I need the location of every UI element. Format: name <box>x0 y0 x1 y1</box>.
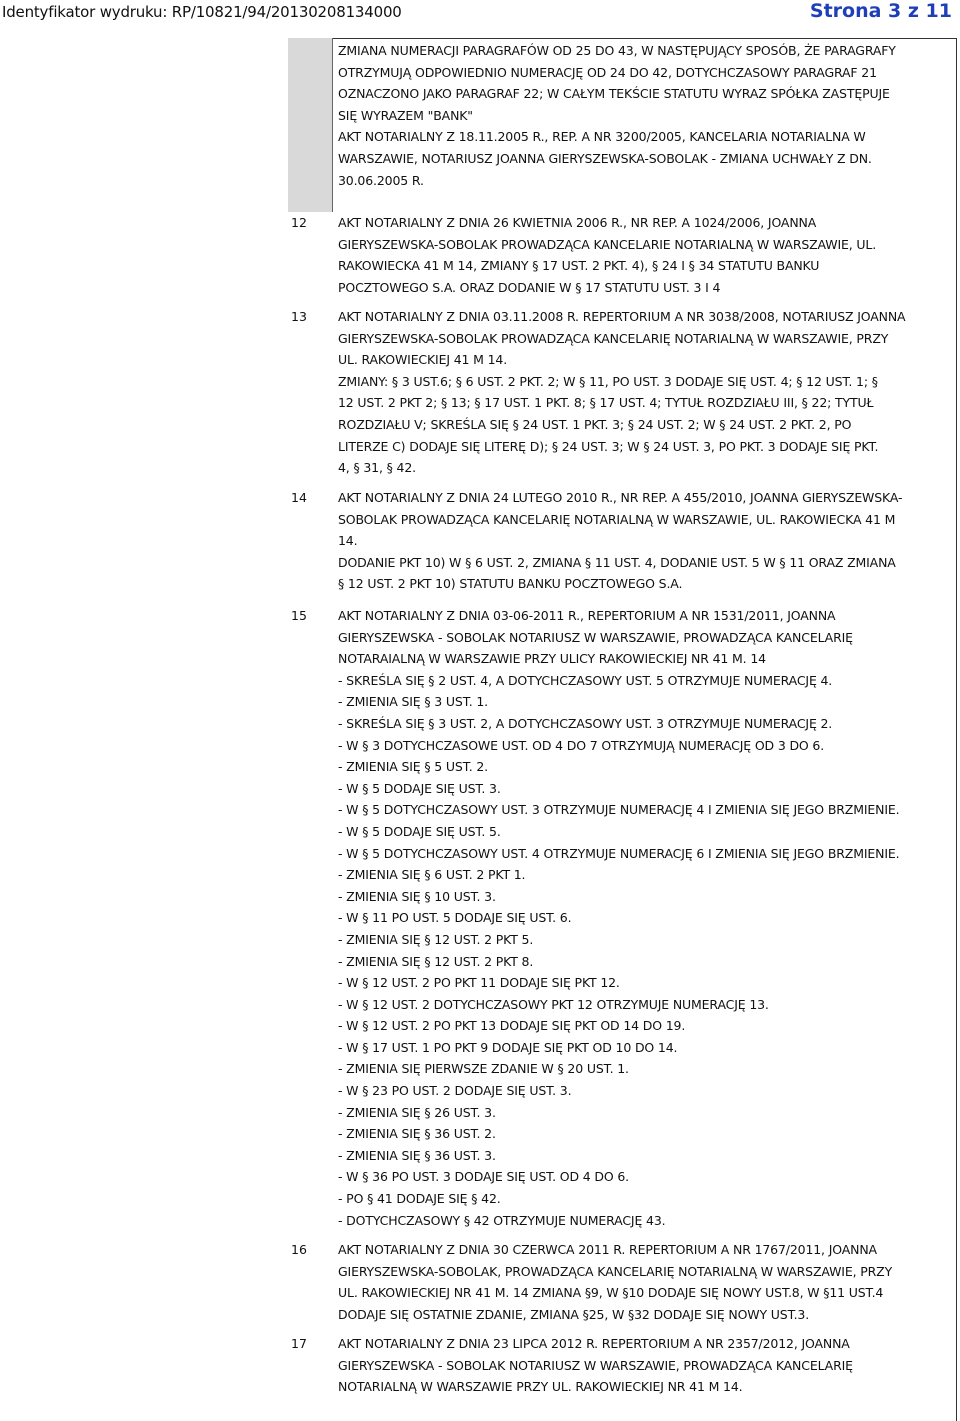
entry-number <box>288 605 333 1239</box>
entry-line: WARSZAWIE, NOTARIUSZ JOANNA GIERYSZEWSKA-SOBOLAK - ZMIANA UCHWAŁY Z DN. <box>338 150 872 166</box>
entry-line: SIĘ WYRAZEM "BANK" <box>338 107 473 123</box>
entry-line: 30.06.2005 R. <box>338 172 424 188</box>
entry-number-label: 12 <box>291 215 307 230</box>
entry-number <box>288 1239 333 1333</box>
entry-line: - PO § 41 DODAJE SIĘ § 42. <box>338 1191 501 1207</box>
entry-line: 14. <box>338 533 358 549</box>
entry-line: - W § 5 DOTYCHCZASOWY UST. 3 OTRZYMUJE NUMERACJĘ 4 I ZMIENIA SIĘ JEGO BRZMIENIE. <box>338 802 900 818</box>
entry-line: - ZMIENIA SIĘ § 12 UST. 2 PKT 5. <box>338 931 534 947</box>
entry-line: LITERZE C) DODAJE SIĘ LITERĘ D); § 24 UST. 3; W § 24 UST. 3, PO PKT. 3 DODAJE SIĘ PKT. <box>338 438 879 454</box>
register-entry <box>288 306 957 487</box>
entry-line: 4, § 31, § 42. <box>338 460 416 476</box>
entry-number-label: 13 <box>291 309 307 324</box>
entry-text <box>338 1333 949 1398</box>
entry-line: - W § 5 DOTYCHCZASOWY UST. 4 OTRZYMUJE NUMERACJĘ 6 I ZMIENIA SIĘ JEGO BRZMIENIE. <box>338 845 900 861</box>
print-header <box>0 0 960 26</box>
entry-line: RAKOWIECKA 41 M 14, ZMIANY § 17 UST. 2 PKT. 4), § 24 I § 34 STATUTU BANKU <box>338 258 820 274</box>
entry-line: POCZTOWEGO S.A. ORAZ DODANIE W § 17 STATUTU UST. 3 I 4 <box>338 279 721 295</box>
entry-number-label: 14 <box>291 490 307 505</box>
entry-line: - W § 23 PO UST. 2 DODAJE SIĘ UST. 3. <box>338 1083 572 1099</box>
entry-line: - ZMIENIA SIĘ § 26 UST. 3. <box>338 1104 496 1120</box>
register-entry <box>288 212 957 306</box>
entry-number-label: 15 <box>291 608 307 623</box>
entry-text <box>338 306 949 479</box>
entry-line: ROZDZIAŁU V; SKREŚLA SIĘ § 24 UST. 1 PKT. 3; § 24 UST. 2; W § 24 UST. 2 PKT. 2, PO <box>338 416 852 432</box>
entry-line: NOTARAIALNĄ W WARSZAWIE PRZY ULICY RAKOWIECKIEJ NR 41 M. 14 <box>338 651 766 667</box>
entry-number <box>288 1333 333 1421</box>
register-entry <box>288 1333 957 1421</box>
register-entry <box>288 605 957 1239</box>
entry-line: GIERYSZEWSKA-SOBOLAK PROWADZĄCA KANCELARIE NOTARIALNĄ W WARSZAWIE, UL. <box>338 236 877 252</box>
entry-line: - SKREŚLA SIĘ § 3 UST. 2, A DOTYCHCZASOWY UST. 3 OTRZYMUJE NUMERACJĘ 2. <box>338 715 833 731</box>
entry-line: UL. RAKOWIECKIEJ NR 41 M. 14 ZMIANA §9, W §10 DODAJE SIĘ NOWY UST.8, W §11 UST.4 <box>338 1285 884 1301</box>
entry-line: GIERYSZEWSKA - SOBOLAK NOTARIUSZ W WARSZAWIE, PROWADZĄCA KANCELARIĘ <box>338 629 853 645</box>
entry-line: - ZMIENIA SIĘ § 10 UST. 3. <box>338 888 496 904</box>
entry-line: ZMIANY: § 3 UST.6; § 6 UST. 2 PKT. 2; W § 11, PO UST. 3 DODAJE SIĘ UST. 4; § 12 UST. 1; § <box>338 373 878 389</box>
entry-text <box>338 1239 949 1325</box>
entry-line: AKT NOTARIALNY Z DNIA 26 KWIETNIA 2006 R., NR REP. A 1024/2006, JOANNA <box>338 215 817 230</box>
entry-line: - ZMIENIA SIĘ § 36 UST. 2. <box>338 1126 496 1142</box>
entry-line: - ZMIENIA SIĘ § 5 UST. 2. <box>338 759 488 775</box>
entry-number <box>288 212 333 306</box>
entry-line: - ZMIENIA SIĘ § 36 UST. 3. <box>338 1147 496 1163</box>
entry-line: AKT NOTARIALNY Z DNIA 24 LUTEGO 2010 R., NR REP. A 455/2010, JOANNA GIERYSZEWSKA- <box>338 490 903 505</box>
entry-line: NOTARIALNĄ W WARSZAWIE PRZY UL. RAKOWIECKIEJ NR 41 M 14. <box>338 1379 743 1395</box>
entry-line: - SKREŚLA SIĘ § 2 UST. 4, A DOTYCHCZASOWY UST. 5 OTRZYMUJE NUMERACJĘ 4. <box>338 672 833 688</box>
entry-line: - W § 12 UST. 2 DOTYCHCZASOWY PKT 12 OTRZYMUJE NUMERACJĘ 13. <box>338 996 769 1012</box>
entry-line: DODAJE SIĘ OSTATNIE ZDANIE, ZMIANA §25, W §32 DODAJE SIĘ NOWY UST.3. <box>338 1306 810 1322</box>
register-entry <box>288 40 957 212</box>
entry-line: SOBOLAK PROWADZĄCA KANCELARIĘ NOTARIALNĄ W WARSZAWIE, UL. RAKOWIECKA 41 M <box>338 511 896 527</box>
entry-line: GIERYSZEWSKA-SOBOLAK, PROWADZĄCA KANCELARIĘ NOTARIALNĄ W WARSZAWIE, PRZY <box>338 1263 893 1279</box>
entry-line: AKT NOTARIALNY Z 18.11.2005 R., REP. A NR 3200/2005, KANCELARIA NOTARIALNA W <box>338 129 866 145</box>
entry-line: - W § 17 UST. 1 PO PKT 9 DODAJE SIĘ PKT OD 10 DO 14. <box>338 1039 678 1055</box>
register-entry <box>288 1239 957 1333</box>
entry-line: GIERYSZEWSKA - SOBOLAK NOTARIUSZ W WARSZAWIE, PROWADZĄCA KANCELARIĘ <box>338 1357 853 1373</box>
entry-line: - W § 12 UST. 2 PO PKT 11 DODAJE SIĘ PKT 12. <box>338 975 620 991</box>
entry-line: - W § 11 PO UST. 5 DODAJE SIĘ UST. 6. <box>338 910 572 926</box>
entry-line: DODANIE PKT 10) W § 6 UST. 2, ZMIANA § 11 UST. 4, DODANIE UST. 5 W § 11 ORAZ ZMIANA <box>338 554 896 570</box>
entry-text <box>338 487 949 595</box>
entry-number-label: 16 <box>291 1242 307 1257</box>
entry-line: - DOTYCHCZASOWY § 42 OTRZYMUJE NUMERACJĘ 43. <box>338 1212 666 1228</box>
entry-line: 12 UST. 2 PKT 2; § 13; § 17 UST. 1 PKT. 8; § 17 UST. 4; TYTUŁ ROZDZIAŁU III, § 22; TYTUŁ <box>338 395 874 411</box>
entry-line: - ZMIENIA SIĘ § 6 UST. 2 PKT 1. <box>338 867 526 883</box>
entry-number-label: 17 <box>291 1336 307 1351</box>
entry-line: ZMIANA NUMERACJI PARAGRAFÓW OD 25 DO 43, W NASTĘPUJĄCY SPOSÓB, ŻE PARAGRAFY <box>338 43 896 58</box>
entry-line: GIERYSZEWSKA-SOBOLAK PROWADZĄCA KANCELARIĘ NOTARIALNĄ W WARSZAWIE, PRZY <box>338 330 889 346</box>
entry-text <box>338 212 949 298</box>
entry-line: OZNACZONO JAKO PARAGRAF 22; W CAŁYM TEKŚCIE STATUTU WYRAZ SPÓŁKA ZASTĘPUJE <box>338 86 890 102</box>
page-counter: Strona 3 z 11 <box>809 0 952 22</box>
entry-line: - ZMIENIA SIĘ § 3 UST. 1. <box>338 694 488 710</box>
entry-line: - W § 3 DOTYCHCZASOWE UST. OD 4 DO 7 OTRZYMUJĄ NUMERACJĘ OD 3 DO 6. <box>338 737 825 753</box>
entry-line: OTRZYMUJĄ ODPOWIEDNIO NUMERACJĘ OD 24 DO 42, DOTYCHCZASOWY PARAGRAF 21 <box>338 64 877 80</box>
entry-text <box>338 40 949 191</box>
entry-line: AKT NOTARIALNY Z DNIA 03-06-2011 R., REPERTORIUM A NR 1531/2011, JOANNA <box>338 608 836 623</box>
entry-line: AKT NOTARIALNY Z DNIA 30 CZERWCA 2011 R. REPERTORIUM A NR 1767/2011, JOANNA <box>338 1242 877 1257</box>
entry-line: - ZMIENIA SIĘ PIERWSZE ZDANIE W § 20 UST. 1. <box>338 1061 629 1077</box>
entry-line: UL. RAKOWIECKIEJ 41 M 14. <box>338 352 508 368</box>
entry-line: - W § 5 DODAJE SIĘ UST. 5. <box>338 823 501 839</box>
entry-line: § 12 UST. 2 PKT 10) STATUTU BANKU POCZTOWEGO S.A. <box>338 576 683 592</box>
print-identifier: Identyfikator wydruku: RP/10821/94/20130208134000 <box>2 3 402 21</box>
entry-text <box>338 605 949 1231</box>
entry-line: - W § 12 UST. 2 PO PKT 13 DODAJE SIĘ PKT OD 14 DO 19. <box>338 1018 686 1034</box>
entry-line: - ZMIENIA SIĘ § 12 UST. 2 PKT 8. <box>338 953 534 969</box>
register-entry <box>288 487 957 605</box>
entry-number <box>288 487 333 605</box>
entry-number <box>288 306 333 487</box>
entry-line: AKT NOTARIALNY Z DNIA 03.11.2008 R. REPERTORIUM A NR 3038/2008, NOTARIUSZ JOANNA <box>338 309 906 324</box>
entry-line: - W § 5 DODAJE SIĘ UST. 3. <box>338 780 501 796</box>
entry-line: - W § 36 PO UST. 3 DODAJE SIĘ UST. OD 4 DO 6. <box>338 1169 630 1185</box>
entry-line: AKT NOTARIALNY Z DNIA 23 LIPCA 2012 R. REPERTORIUM A NR 2357/2012, JOANNA <box>338 1336 850 1351</box>
